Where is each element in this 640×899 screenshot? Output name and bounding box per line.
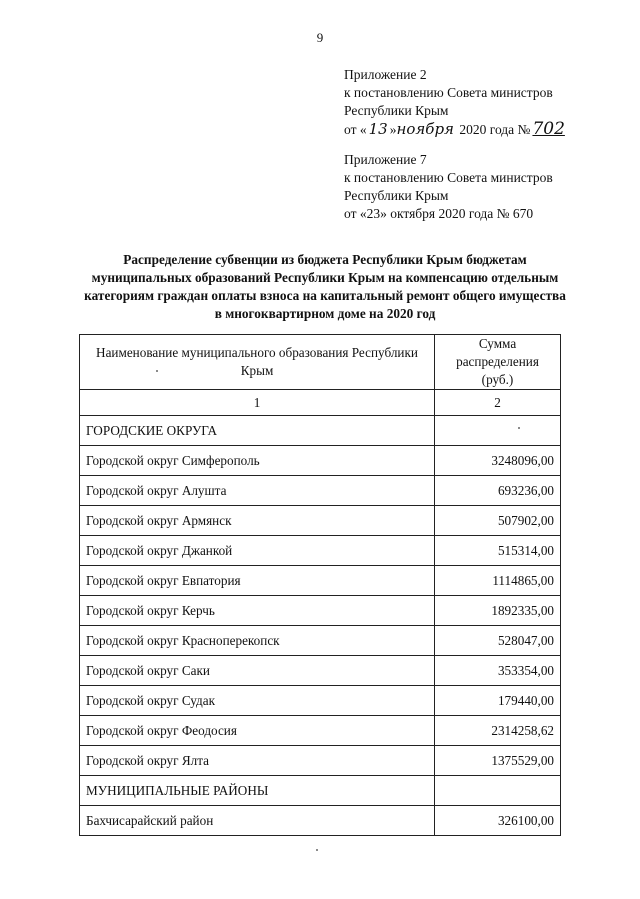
distribution-sum: 353354,00 xyxy=(435,656,561,686)
distribution-sum: 179440,00 xyxy=(435,686,561,716)
annex-current-title: Приложение 2 xyxy=(344,67,427,82)
distribution-table xyxy=(79,334,561,836)
scan-speck xyxy=(518,427,520,429)
annex-previous-line3: Республики Крым xyxy=(344,188,449,203)
table-row xyxy=(80,746,561,776)
municipality-name: Городской округ Судак xyxy=(80,686,435,716)
annex-previous xyxy=(344,151,553,223)
table-row xyxy=(80,596,561,626)
table-row xyxy=(80,536,561,566)
table-row xyxy=(80,686,561,716)
date-prefix: от « xyxy=(344,122,367,137)
column-number-2: 2 xyxy=(435,390,561,416)
page-number: 9 xyxy=(316,30,324,45)
annex-current-line2: к постановлению Совета министров xyxy=(344,85,553,100)
table-row xyxy=(80,446,561,476)
distribution-sum xyxy=(435,776,561,806)
municipality-name: Городской округ Евпатория xyxy=(80,566,435,596)
municipality-name: Городской округ Ялта xyxy=(80,746,435,776)
distribution-sum: 1114865,00 xyxy=(435,566,561,596)
annex-previous-title: Приложение 7 xyxy=(344,152,427,167)
municipality-name: Городской округ Алушта xyxy=(80,476,435,506)
table-row xyxy=(80,476,561,506)
table-row xyxy=(80,566,561,596)
scan-speck xyxy=(316,849,318,851)
document-title: Распределение субвенции из бюджета Республики Крым бюджетам муниципальных образований Республики Крым на компенсацию отдельным категориям граждан оплаты взноса на капитальный ремонт общего имущества в многоквартирном доме на 2020 год xyxy=(84,252,566,321)
annex-previous-line2: к постановлению Совета министров xyxy=(344,170,553,185)
table-row xyxy=(80,776,561,806)
table-row xyxy=(80,656,561,686)
municipality-name: Городской округ Армянск xyxy=(80,506,435,536)
distribution-sum: 3248096,00 xyxy=(435,446,561,476)
table-row xyxy=(80,626,561,656)
annex-current-line3: Республики Крым xyxy=(344,103,449,118)
municipality-name: МУНИЦИПАЛЬНЫЕ РАЙОНЫ xyxy=(80,776,435,806)
municipality-name: ГОРОДСКИЕ ОКРУГА xyxy=(80,416,435,446)
distribution-sum xyxy=(435,416,561,446)
municipality-name: Городской округ Саки xyxy=(80,656,435,686)
table-header-row xyxy=(80,335,561,390)
column-number-1: 1 xyxy=(80,390,435,416)
distribution-sum: 2314258,62 xyxy=(435,716,561,746)
handwritten-day: 13 xyxy=(368,120,388,138)
table-row xyxy=(80,416,561,446)
column-number-row xyxy=(80,390,561,416)
table-row xyxy=(80,506,561,536)
municipality-name: Городской округ Джанкой xyxy=(80,536,435,566)
distribution-sum: 528047,00 xyxy=(435,626,561,656)
municipality-name: Городской округ Феодосия xyxy=(80,716,435,746)
municipality-name: Городской округ Симферополь xyxy=(80,446,435,476)
header-name: Наименование муниципального образования Республики Крым xyxy=(80,335,435,390)
scan-speck xyxy=(156,370,158,372)
distribution-sum: 1375529,00 xyxy=(435,746,561,776)
municipality-name: Городской округ Керчь xyxy=(80,596,435,626)
table-row xyxy=(80,716,561,746)
date-mid: » xyxy=(389,122,397,137)
distribution-sum: 515314,00 xyxy=(435,536,561,566)
table-body xyxy=(80,416,561,836)
distribution-sum: 693236,00 xyxy=(435,476,561,506)
annex-current xyxy=(344,66,565,139)
table-row xyxy=(80,806,561,836)
municipality-name: Городской округ Красноперекопск xyxy=(80,626,435,656)
annex-current-date-line xyxy=(344,120,565,139)
annex-previous-line4: от «23» октября 2020 года № 670 xyxy=(344,206,534,221)
handwritten-number: 702 xyxy=(532,119,565,139)
distribution-sum: 326100,00 xyxy=(435,806,561,836)
distribution-sum: 507902,00 xyxy=(435,506,561,536)
distribution-sum: 1892335,00 xyxy=(435,596,561,626)
date-suffix: 2020 года № xyxy=(459,122,531,137)
municipality-name: Бахчисарайский район xyxy=(80,806,435,836)
header-sum: Сумма распределения (руб.) xyxy=(435,335,561,390)
handwritten-month: ноября xyxy=(396,120,454,138)
